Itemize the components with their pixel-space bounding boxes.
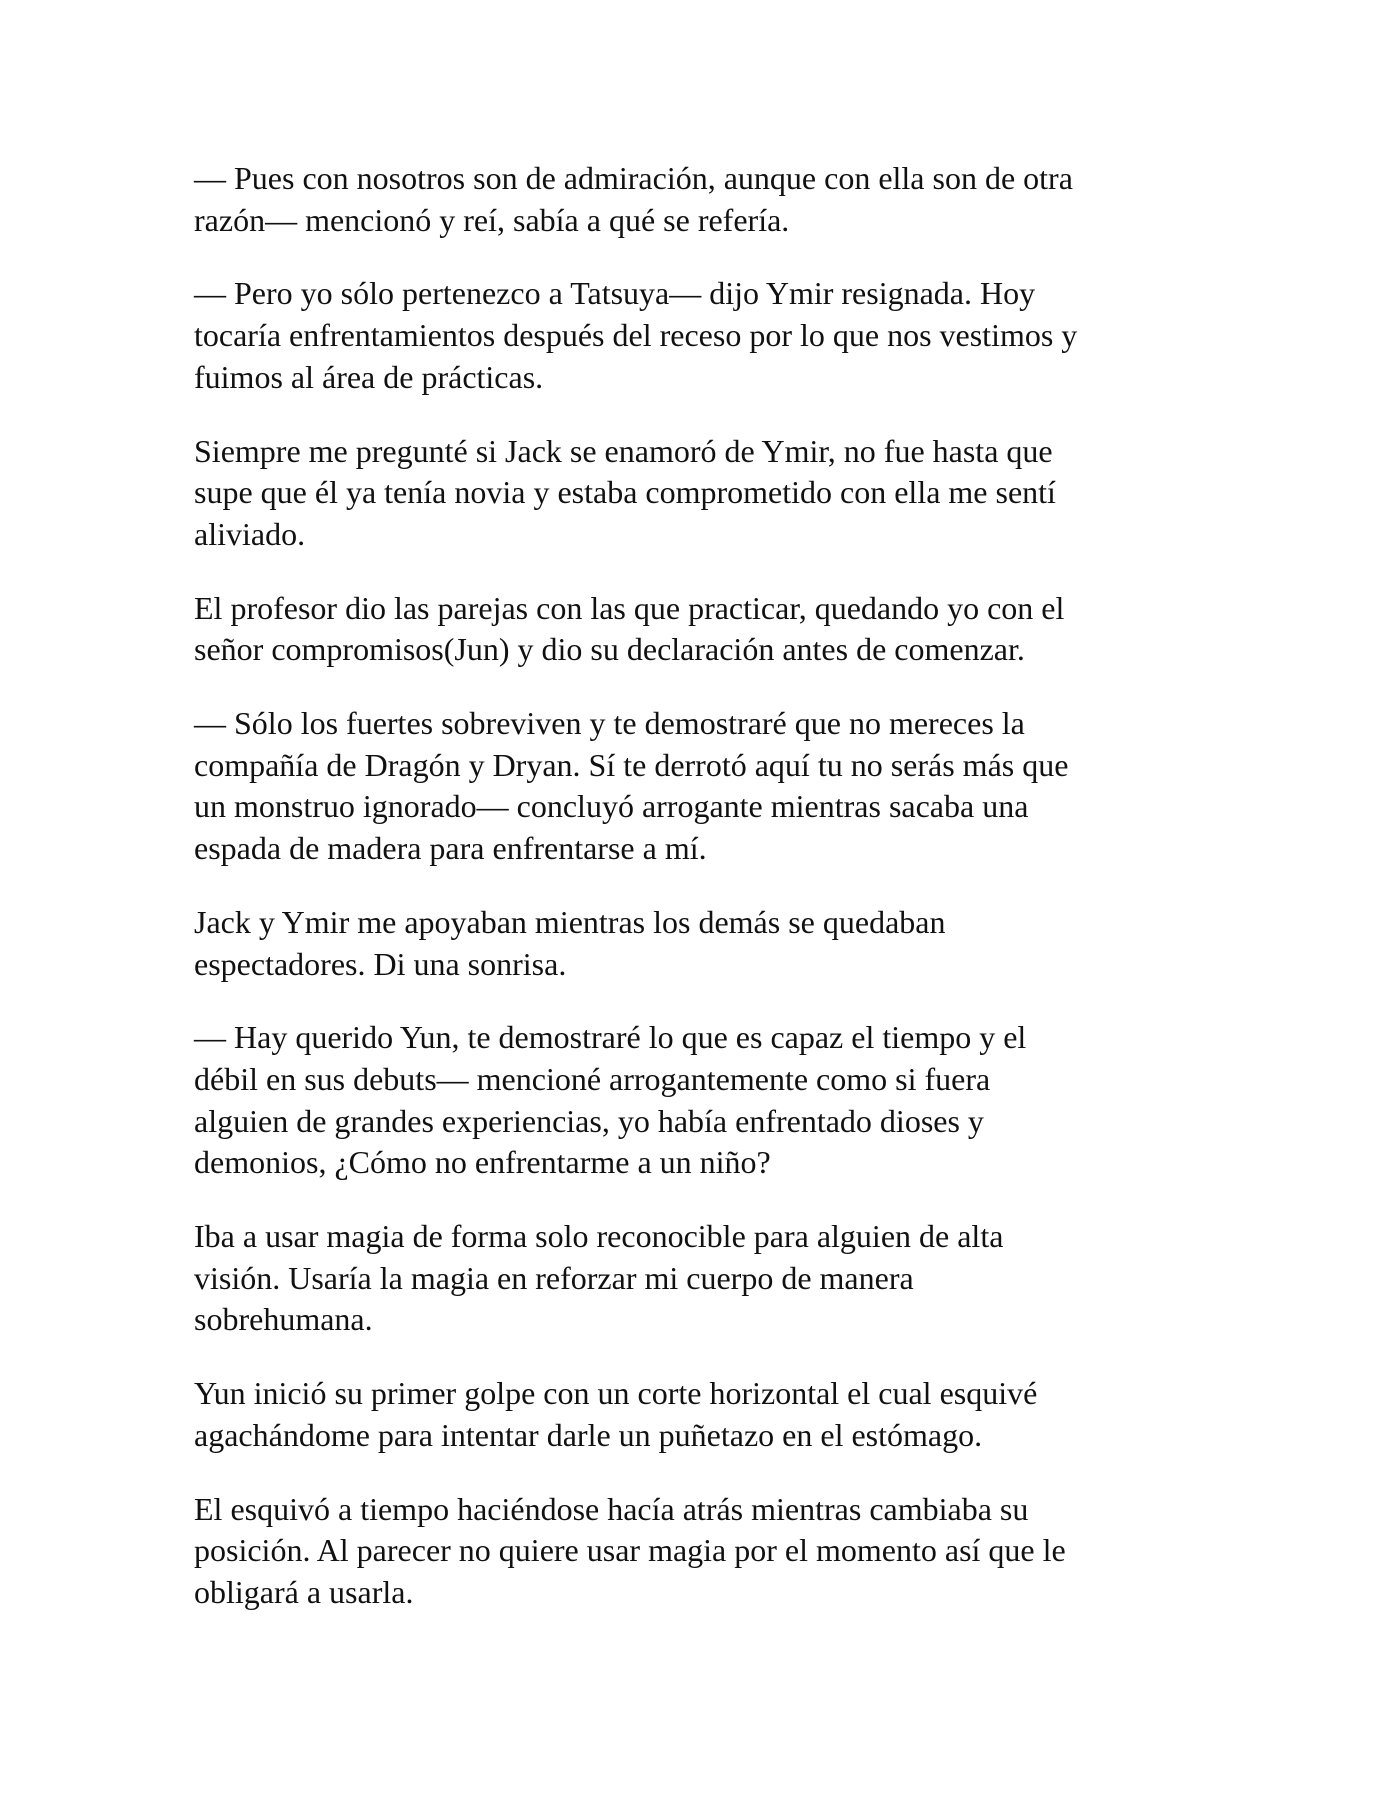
text-line: sobrehumana. bbox=[194, 1301, 373, 1338]
text-line: Iba a usar magia de forma solo reconocible para alguien de alta bbox=[194, 1218, 1004, 1255]
paragraph bbox=[194, 1489, 1234, 1614]
text-line: — Pues con nosotros son de admiración, aunque con ella son de otra bbox=[194, 160, 1073, 196]
text-line: señor compromisos(Jun) y dio su declaración antes de comenzar. bbox=[194, 631, 1025, 668]
paragraph bbox=[194, 1373, 1234, 1456]
text-line: alguien de grandes experiencias, yo había enfrentado dioses y bbox=[194, 1102, 984, 1139]
text-line: débil en sus debuts— mencioné arrogantemente como si fuera bbox=[194, 1060, 991, 1097]
text-line: El esquivó a tiempo haciéndose hacía atrás mientras cambiaba su bbox=[194, 1490, 1029, 1527]
text-line: fuimos al área de prácticas. bbox=[194, 358, 544, 395]
paragraph bbox=[194, 902, 1234, 985]
paragraph bbox=[194, 1017, 1234, 1184]
text-line: obligará a usarla. bbox=[194, 1573, 414, 1610]
text-line: demonios, ¿Cómo no enfrentarme a un niño? bbox=[194, 1144, 771, 1181]
paragraph bbox=[194, 273, 1234, 398]
paragraph bbox=[194, 703, 1234, 870]
text-line: compañía de Dragón y Dryan. Sí te derrotó aquí tu no serás más que bbox=[194, 746, 1069, 783]
text-line: razón— mencionó y reí, sabía a qué se refería. bbox=[194, 201, 790, 238]
text-line: un monstruo ignorado— concluyó arrogante mientras sacaba una bbox=[194, 788, 1029, 825]
text-line: Yun inició su primer golpe con un corte horizontal el cual esquivé bbox=[194, 1375, 1038, 1412]
text-line: Siempre me pregunté si Jack se enamoró de Ymir, no fue hasta que bbox=[194, 432, 1053, 469]
text-line: espada de madera para enfrentarse a mí. bbox=[194, 830, 707, 867]
text-line: tocaría enfrentamientos después del receso por lo que nos vestimos y bbox=[194, 317, 1078, 354]
text-line: supe que él ya tenía novia y estaba comprometido con ella me sentí bbox=[194, 474, 1056, 511]
text-line: espectadores. Di una sonrisa. bbox=[194, 945, 567, 982]
text-line: Jack y Ymir me apoyaban mientras los demás se quedaban bbox=[194, 903, 946, 940]
text-line: visión. Usaría la magia en reforzar mi cuerpo de manera bbox=[194, 1259, 914, 1296]
text-line: — Hay querido Yun, te demostraré lo que es capaz el tiempo y el bbox=[194, 1019, 1027, 1056]
body-text bbox=[194, 158, 1234, 1646]
text-line: agachándome para intentar darle un puñetazo en el estómago. bbox=[194, 1416, 983, 1453]
text-line: El profesor dio las parejas con las que practicar, quedando yo con el bbox=[194, 589, 1065, 626]
text-line: — Sólo los fuertes sobreviven y te demostraré que no mereces la bbox=[194, 705, 1025, 742]
text-line: posición. Al parecer no quiere usar magia por el momento así que le bbox=[194, 1532, 1066, 1569]
text-line: — Pero yo sólo pertenezco a Tatsuya— dijo Ymir resignada. Hoy bbox=[194, 275, 1036, 312]
paragraph bbox=[194, 1216, 1234, 1341]
paragraph bbox=[194, 431, 1234, 556]
paragraph bbox=[194, 158, 1234, 241]
paragraph bbox=[194, 588, 1234, 671]
text-line: aliviado. bbox=[194, 515, 306, 552]
